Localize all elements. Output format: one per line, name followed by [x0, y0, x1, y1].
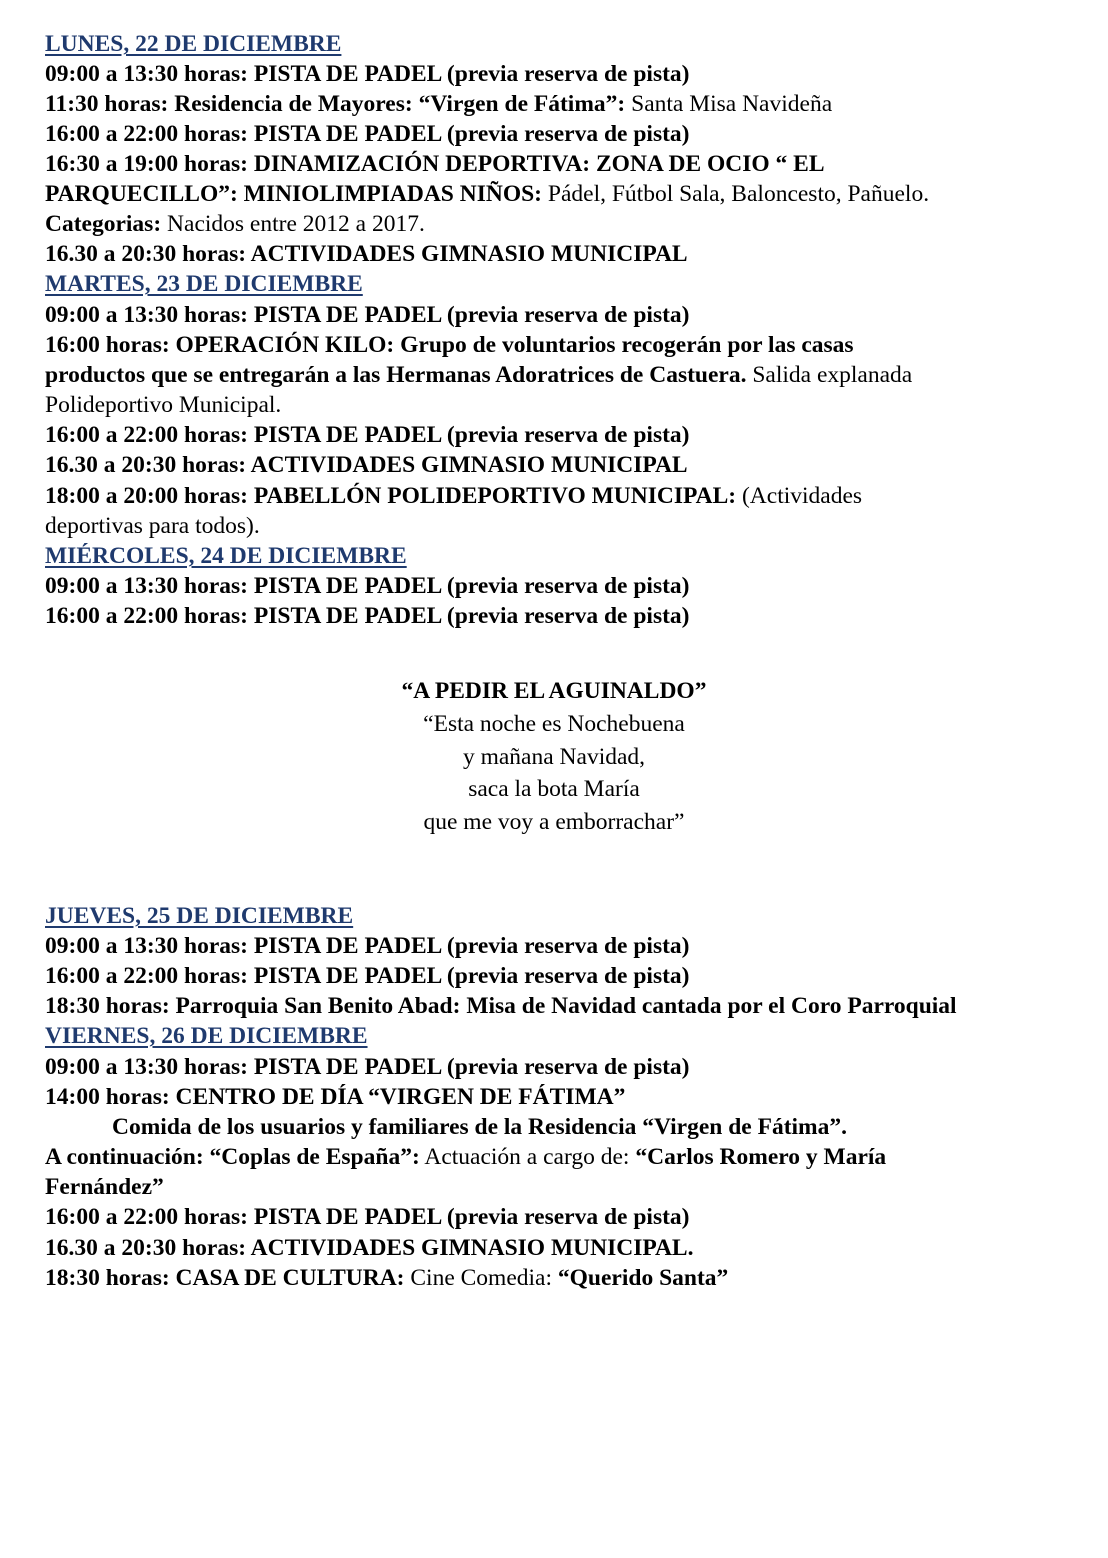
poem-verse: que me voy a emborrachar” — [423, 809, 685, 835]
event-detail: Santa Misa Navideña — [625, 91, 833, 117]
event-line: 16:00 a 22:00 horas: PISTA DE PADEL (previa reserva de pista) — [45, 121, 690, 147]
event-line: 18:30 horas: Parroquia San Benito Abad: Misa de Navidad cantada por el Coro Parroquial — [45, 993, 957, 1019]
event-line: 09:00 a 13:30 horas: PISTA DE PADEL (previa reserva de pista) — [45, 61, 690, 87]
event-line: 09:00 a 13:30 horas: PISTA DE PADEL (previa reserva de pista) — [45, 573, 690, 599]
poem-verse: saca la bota María — [468, 776, 640, 802]
event-line: 16:00 a 22:00 horas: PISTA DE PADEL (previa reserva de pista) — [45, 963, 690, 989]
event-detail: (Actividades — [736, 483, 863, 509]
event-line: 16:00 a 22:00 horas: PISTA DE PADEL (previa reserva de pista) — [45, 1204, 690, 1230]
event-line — [45, 360, 912, 390]
event-line: 16.30 a 20:30 horas: ACTIVIDADES GIMNASIO MUNICIPAL — [45, 241, 688, 267]
event-line: 16:00 a 22:00 horas: PISTA DE PADEL (previa reserva de pista) — [45, 422, 690, 448]
event-line: 09:00 a 13:30 horas: PISTA DE PADEL (previa reserva de pista) — [45, 302, 690, 328]
day-heading-thursday: JUEVES, 25 DE DICIEMBRE — [45, 903, 354, 929]
event-line: 16:30 a 19:00 horas: DINAMIZACIÓN DEPORTIVA: ZONA DE OCIO “ EL — [45, 151, 825, 177]
event-title: productos que se entregarán a las Hermanas Adoratrices de Castuera. — [45, 362, 747, 388]
day-heading-monday: LUNES, 22 DE DICIEMBRE — [45, 31, 342, 57]
event-line: deportivas para todos). — [45, 513, 260, 539]
event-line: Polideportivo Municipal. — [45, 392, 282, 418]
event-detail: Cine Comedia: — [404, 1265, 558, 1291]
event-title: PARQUECILLO”: MINIOLIMPIADAS NIÑOS: — [45, 181, 543, 207]
event-title: 11:30 horas: Residencia de Mayores: “Virgen de Fátima”: — [45, 91, 626, 117]
event-line: 09:00 a 13:30 horas: PISTA DE PADEL (previa reserva de pista) — [45, 933, 690, 959]
event-title: A continuación: “Coplas de España”: — [45, 1144, 420, 1170]
day-heading-friday: VIERNES, 26 DE DICIEMBRE — [45, 1023, 368, 1049]
event-detail: Pádel, Fútbol Sala, Baloncesto, Pañuelo. — [542, 181, 930, 207]
poem-verse: y mañana Navidad, — [462, 744, 646, 770]
day-heading-wednesday: MIÉRCOLES, 24 DE DICIEMBRE — [45, 543, 407, 569]
event-line: 16.30 a 20:30 horas: ACTIVIDADES GIMNASIO MUNICIPAL — [45, 452, 688, 478]
event-title: Categorias: — [45, 211, 162, 237]
event-line: 16:00 horas: OPERACIÓN KILO: Grupo de voluntarios recogerán por las casas — [45, 332, 854, 358]
performer-names: “Carlos Romero y María — [635, 1144, 887, 1170]
event-line: Fernández” — [45, 1174, 164, 1200]
movie-title: “Querido Santa” — [557, 1265, 729, 1291]
event-line: 16.30 a 20:30 horas: ACTIVIDADES GIMNASIO MUNICIPAL. — [45, 1235, 694, 1261]
event-line — [45, 481, 862, 511]
event-line — [45, 89, 832, 119]
poem-title: “A PEDIR EL AGUINALDO” — [401, 678, 707, 704]
event-line — [45, 1263, 728, 1293]
event-line — [45, 179, 929, 209]
event-line: 14:00 horas: CENTRO DE DÍA “VIRGEN DE FÁTIMA” — [45, 1084, 626, 1110]
poem-verse: “Esta noche es Nochebuena — [423, 711, 685, 737]
event-detail: Nacidos entre 2012 a 2017. — [161, 211, 425, 237]
event-title: 18:30 horas: CASA DE CULTURA: — [45, 1265, 405, 1291]
event-line — [45, 209, 425, 239]
event-line — [45, 1142, 886, 1172]
event-title: 18:00 a 20:00 horas: PABELLÓN POLIDEPORTIVO MUNICIPAL: — [45, 483, 737, 509]
day-heading-tuesday: MARTES, 23 DE DICIEMBRE — [45, 271, 363, 297]
event-line: 16:00 a 22:00 horas: PISTA DE PADEL (previa reserva de pista) — [45, 603, 690, 629]
event-detail: Salida explanada — [746, 362, 913, 388]
event-line: 09:00 a 13:30 horas: PISTA DE PADEL (previa reserva de pista) — [45, 1054, 690, 1080]
event-line: Comida de los usuarios y familiares de la Residencia “Virgen de Fátima”. — [112, 1114, 848, 1140]
event-detail: Actuación a cargo de: — [419, 1144, 636, 1170]
